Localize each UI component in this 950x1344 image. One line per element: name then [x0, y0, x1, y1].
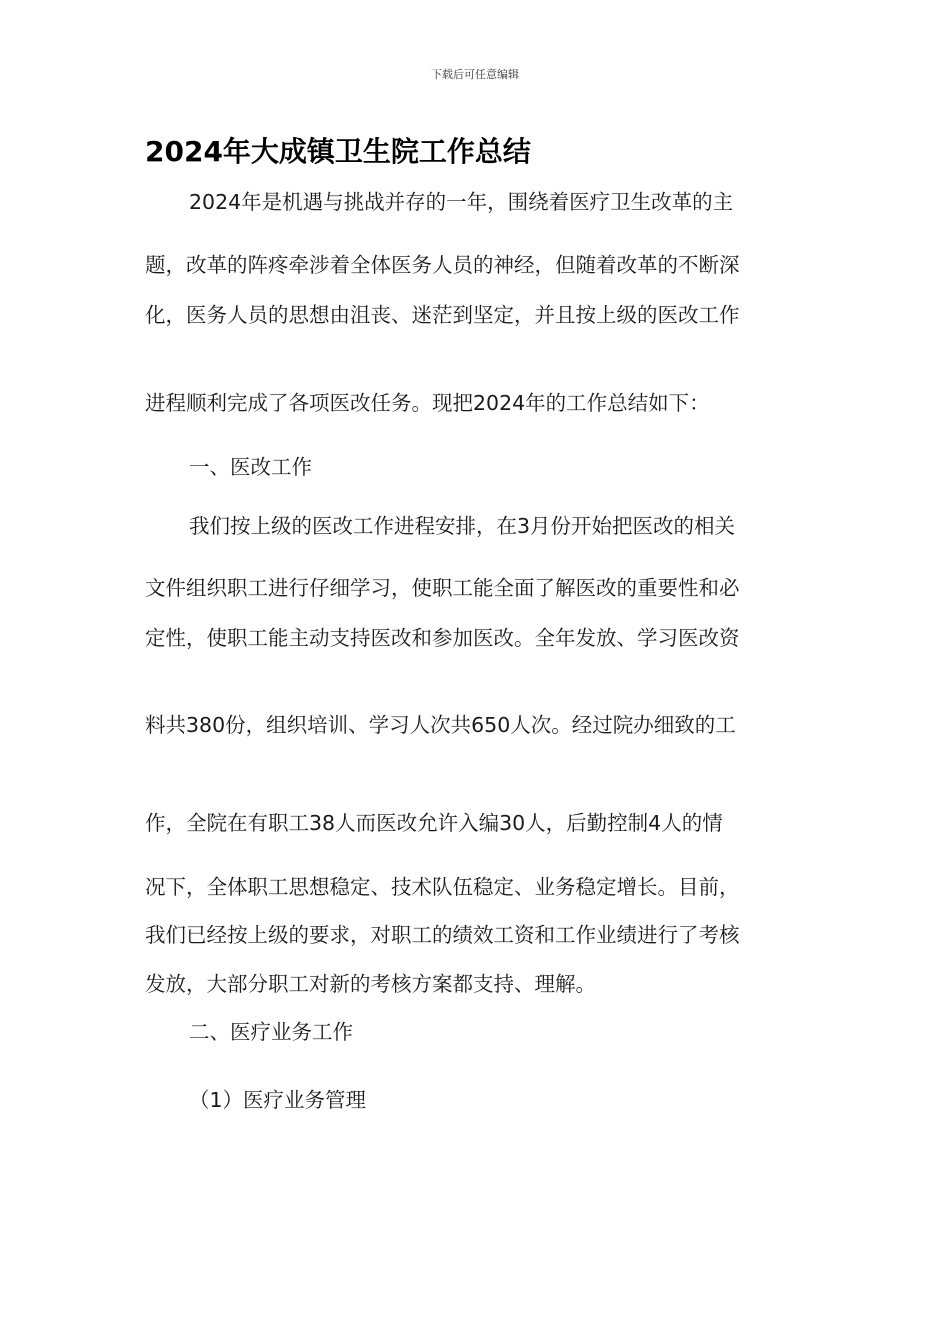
paragraph-line: 题，改革的阵疼牵涉着全体医务人员的神经，但随着改革的不断深 [145, 253, 740, 277]
paragraph-line: 化，医务人员的思想由沮丧、迷茫到坚定，并且按上级的医改工作 [145, 303, 740, 327]
paragraph-line: 作，全院在有职工38人而医改允许入编30人，后勤控制4人的情 [145, 811, 723, 835]
paragraph-line: 况下，全体职工思想稳定、技术队伍稳定、业务稳定增长。目前， [145, 875, 740, 899]
section-heading: 一、医改工作 [189, 455, 312, 479]
paragraph-line: 文件组织职工进行仔细学习，使职工能全面了解医改的重要性和必 [145, 576, 740, 600]
paragraph-line: 发放，大部分职工对新的考核方案都支持、理解。 [145, 972, 596, 996]
paragraph-line: 2024年是机遇与挑战并存的一年，围绕着医疗卫生改革的主 [189, 190, 734, 214]
paragraph-line: 我们已经按上级的要求，对职工的绩效工资和工作业绩进行了考核 [145, 923, 740, 947]
section-heading: 二、医疗业务工作 [189, 1020, 353, 1044]
header-note: 下载后可任意编辑 [431, 68, 519, 81]
paragraph-line: 定性，使职工能主动支持医改和参加医改。全年发放、学习医改资 [145, 626, 740, 650]
subsection-heading: （1）医疗业务管理 [189, 1088, 367, 1112]
paragraph-line: 料共380份，组织培训、学习人次共650人次。经过院办细致的工 [145, 713, 736, 737]
paragraph-line: 进程顺利完成了各项医改任务。现把2024年的工作总结如下： [145, 391, 710, 415]
paragraph-line: 我们按上级的医改工作进程安排，在3月份开始把医改的相关 [189, 514, 736, 538]
document-title: 2024年大成镇卫生院工作总结 [145, 135, 531, 168]
